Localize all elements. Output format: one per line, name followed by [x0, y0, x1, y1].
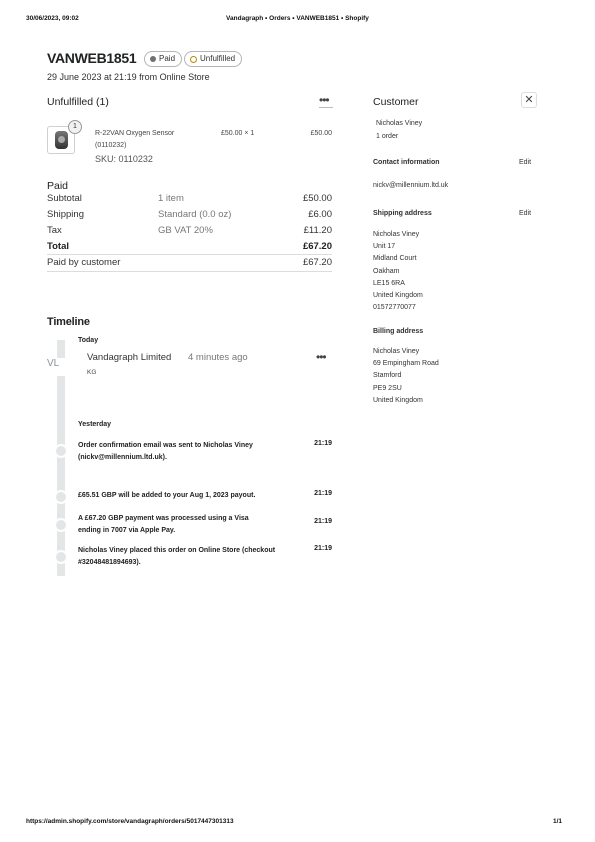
avatar: VL [47, 358, 69, 376]
comment-author: Vandagraph Limited [87, 352, 172, 363]
timeline-event-time: 21:19 [314, 490, 332, 497]
timeline-event-time: 21:19 [314, 545, 332, 552]
billing-line: 69 Empingham Road [373, 360, 439, 368]
more-underline [319, 107, 333, 108]
payment-status-label: Paid [159, 54, 176, 63]
close-icon[interactable]: ✕ [521, 92, 537, 108]
shipping-edit-link[interactable]: Edit [519, 210, 532, 217]
shipping-line: LE15 6RA [373, 279, 405, 287]
shipping-address-block [373, 229, 423, 314]
comment-more-icon[interactable]: ••• [316, 350, 326, 364]
customer-title: Customer [373, 96, 419, 108]
subtotal-detail: 1 item [158, 193, 184, 204]
shipping-phone: 01572770077 [373, 304, 416, 312]
billing-address-heading: Billing address [373, 328, 424, 335]
timeline-today-label: Today [78, 337, 99, 344]
contact-info-heading: Contact information [373, 159, 440, 166]
oxygen-sensor-image [55, 131, 68, 149]
timeline-dot [54, 550, 68, 564]
tax-label: Tax [47, 225, 62, 236]
customer-email[interactable]: nickv@millennium.ltd.uk [373, 182, 449, 189]
timeline-event-line2[interactable]: ending in 7007 via Apple Pay. [78, 527, 176, 534]
timeline-dot [54, 444, 68, 458]
timeline-event-line1: Order confirmation email was sent to Nicholas Viney [78, 442, 253, 449]
billing-address-block [373, 346, 439, 407]
payment-title: Paid [47, 180, 69, 192]
product-line-total: £50.00 [310, 130, 332, 137]
fulfillment-status-label: Unfulfilled [200, 54, 236, 63]
order-number: VANWEB1851 [47, 50, 137, 66]
timeline-dot [54, 518, 68, 532]
product-sku: SKU: 0110232 [95, 154, 153, 164]
billing-line: United Kingdom [373, 396, 423, 404]
print-page-title: Vandagraph • Orders • VANWEB1851 • Shopify [226, 15, 369, 22]
divider [47, 271, 332, 272]
shipping-line: Unit 17 [373, 243, 396, 251]
unfulfilled-more-icon[interactable]: ••• [319, 93, 329, 107]
customer-order-count[interactable]: 1 order [376, 133, 399, 140]
billing-line: Stamford [373, 372, 402, 380]
print-datetime: 30/06/2023, 09:02 [26, 15, 79, 22]
paid-by-customer-amount: £67.20 [302, 257, 332, 268]
shipping-address-heading: Shipping address [373, 210, 432, 217]
total-amount: £67.20 [302, 241, 332, 252]
timeline-event-line1[interactable]: £65.51 GBP will be added to your Aug 1, 2023 payout. [78, 492, 256, 499]
shipping-line: Nicholas Viney [373, 231, 420, 238]
timeline-event-line2: #32048481894693). [78, 559, 141, 566]
subtotal-label: Subtotal [47, 193, 82, 204]
shipping-line: United Kingdom [373, 292, 423, 300]
quantity-badge: 1 [68, 120, 82, 134]
print-footer-page: 1/1 [553, 818, 563, 825]
fulfillment-status-badge [184, 51, 242, 67]
shipping-line: Oakham [373, 267, 400, 275]
shipping-detail: Standard (0.0 oz) [158, 209, 232, 220]
product-unit-price: £50.00 × 1 [221, 130, 255, 137]
timeline-event-line2: (nickv@millennium.ltd.uk). [78, 454, 167, 461]
total-label: Total [47, 241, 69, 252]
paid-by-customer-label: Paid by customer [47, 257, 121, 268]
timeline-event-time: 21:19 [314, 440, 332, 447]
timeline-yesterday-label: Yesterday [78, 421, 112, 428]
product-name-line2[interactable]: (0110232) [95, 142, 127, 149]
payment-status-badge [144, 51, 182, 67]
timeline-event-line1: Nicholas Viney placed this order on Online Store (checkout [78, 547, 276, 554]
timeline-dot [54, 490, 68, 504]
divider [47, 254, 332, 255]
timeline-event-time: 21:19 [314, 518, 332, 525]
tax-amount: £11.20 [303, 225, 332, 236]
paid-dot-icon [150, 56, 156, 62]
product-name-line1[interactable]: R-22VAN Oxygen Sensor [95, 130, 175, 137]
subtotal-amount: £50.00 [302, 193, 332, 204]
timeline-event-line1[interactable]: A £67.20 GBP payment was processed using a Visa [78, 515, 249, 522]
print-footer-url: https://admin.shopify.com/store/vandagraph/orders/5017447301313 [26, 818, 234, 825]
comment-text: KG [87, 369, 97, 376]
contact-edit-link[interactable]: Edit [519, 159, 532, 166]
shipping-amount: £6.00 [308, 209, 332, 220]
billing-line: Nicholas Viney [373, 348, 420, 355]
shipping-label: Shipping [47, 209, 84, 220]
shipping-line: Midland Court [373, 255, 417, 263]
customer-name[interactable]: Nicholas Viney [376, 120, 423, 127]
unfulfilled-title: Unfulfilled (1) [47, 96, 109, 108]
unfulfilled-ring-icon [190, 56, 197, 63]
tax-detail: GB VAT 20% [158, 225, 213, 236]
billing-line: PE9 2SU [373, 384, 402, 392]
order-placed-info: 29 June 2023 at 21:19 from Online Store [47, 72, 210, 82]
comment-time: 4 minutes ago [188, 352, 248, 363]
timeline-title: Timeline [47, 316, 90, 328]
